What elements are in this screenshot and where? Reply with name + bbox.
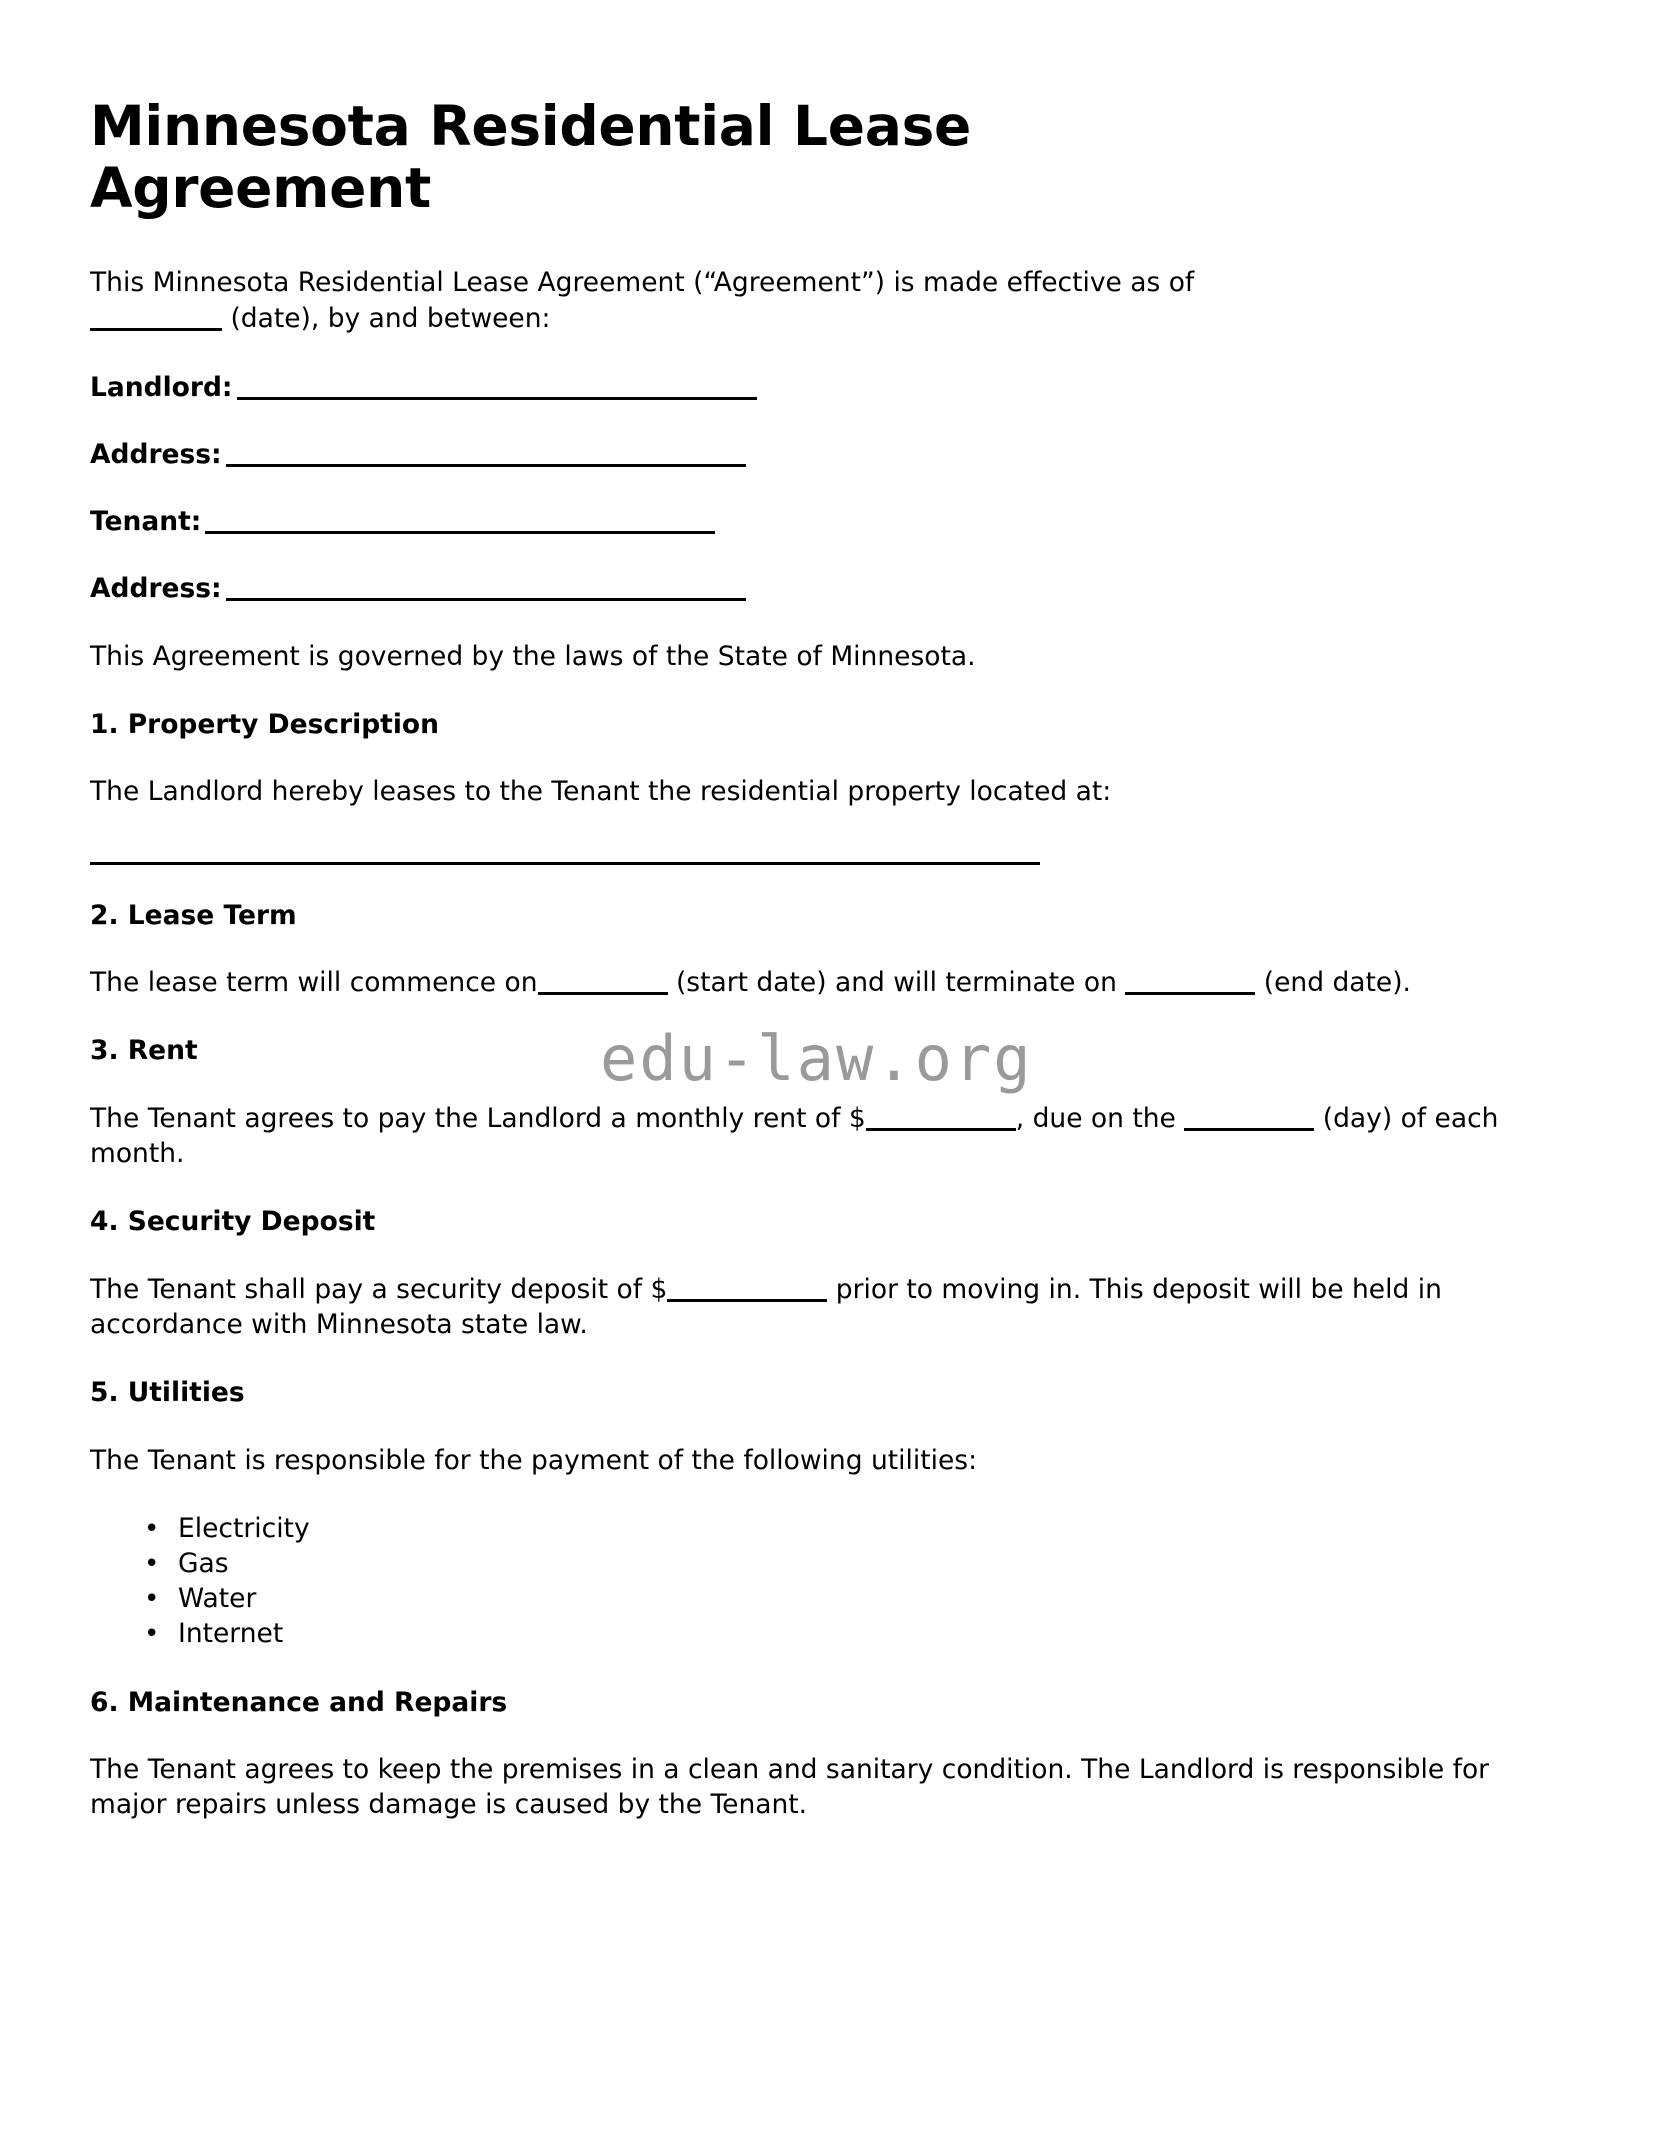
tenant-label: Tenant: — [90, 506, 202, 538]
section-heading-lease-term: 2. Lease Term — [90, 899, 297, 931]
section-heading-rent: 3. Rent — [90, 1035, 198, 1067]
effective-date-blank[interactable] — [90, 328, 222, 331]
section-heading-property-description: 1. Property Description — [90, 708, 440, 740]
page-title: Minnesota Residential Lease Agreement — [90, 94, 972, 221]
list-item: • Internet — [178, 1617, 1536, 1652]
governing-law-paragraph: This Agreement is governed by the laws of the State of Minnesota. — [90, 640, 976, 672]
property-address-blank[interactable] — [90, 862, 1040, 865]
lease-end-date-blank[interactable] — [1125, 992, 1255, 995]
section-heading-security-deposit: 4. Security Deposit — [90, 1206, 376, 1238]
section-text-utilities: The Tenant is responsible for the payment of the following utilities: — [90, 1444, 978, 1476]
intro-paragraph — [90, 265, 1535, 335]
landlord-address-label: Address: — [90, 438, 222, 470]
lease-start-date-blank[interactable] — [538, 992, 668, 995]
landlord-name-blank[interactable] — [237, 397, 757, 400]
rent-text-b: , due on the — [1015, 1102, 1176, 1134]
list-item: • Gas — [178, 1547, 1536, 1582]
landlord-address-field-row — [90, 437, 1536, 472]
tenant-name-blank[interactable] — [205, 531, 715, 534]
section-text-property-description: The Landlord hereby leases to the Tenant the residential property located at: — [90, 776, 1112, 808]
deposit-text-a: The Tenant shall pay a security deposit of $ — [90, 1273, 668, 1305]
lease-term-text-b: (start date) and will terminate on — [675, 967, 1117, 999]
section-heading-utilities: 5. Utilities — [90, 1377, 245, 1409]
rent-text-c: (day) of each month. — [90, 1102, 1499, 1169]
rent-due-day-blank[interactable] — [1184, 1128, 1314, 1131]
watermark: edu-law.org — [600, 1022, 1033, 1095]
landlord-label: Landlord: — [90, 371, 233, 403]
lease-term-text-c: (end date). — [1263, 967, 1411, 999]
landlord-field-row — [90, 370, 1536, 405]
list-item: • Water — [178, 1582, 1536, 1617]
intro-text-part1: This Minnesota Residential Lease Agreement (“Agreement”) is made effective as of — [90, 267, 1195, 299]
security-deposit-amount-blank[interactable] — [667, 1299, 827, 1302]
list-item: • Electricity — [178, 1512, 1536, 1547]
rent-text-a: The Tenant agrees to pay the Landlord a monthly rent of $ — [90, 1102, 866, 1134]
tenant-field-row — [90, 504, 1536, 539]
lease-term-text-a: The lease term will commence on — [90, 967, 538, 999]
section-text-security-deposit — [90, 1272, 1535, 1342]
tenant-address-blank[interactable] — [226, 598, 746, 601]
section-heading-maintenance-and-repairs: 6. Maintenance and Repairs — [90, 1686, 508, 1718]
deposit-text-b: prior to moving in. This deposit will be held in accordance with Minnesota state law. — [90, 1273, 1442, 1340]
landlord-address-blank[interactable] — [226, 464, 746, 467]
section-text-rent — [90, 1101, 1535, 1171]
section-text-maintenance-and-repairs: The Tenant agrees to keep the premises in a clean and sanitary condition. The Landlord is responsible for major repairs unless damage is caused by the Tenant. — [90, 1754, 1490, 1821]
intro-text-part2: (date), by and between: — [230, 302, 551, 334]
section-text-lease-term — [90, 965, 1535, 1000]
utilities-list — [90, 1512, 1536, 1652]
tenant-address-field-row — [90, 571, 1536, 606]
rent-amount-blank[interactable] — [866, 1128, 1016, 1131]
tenant-address-label: Address: — [90, 573, 222, 605]
